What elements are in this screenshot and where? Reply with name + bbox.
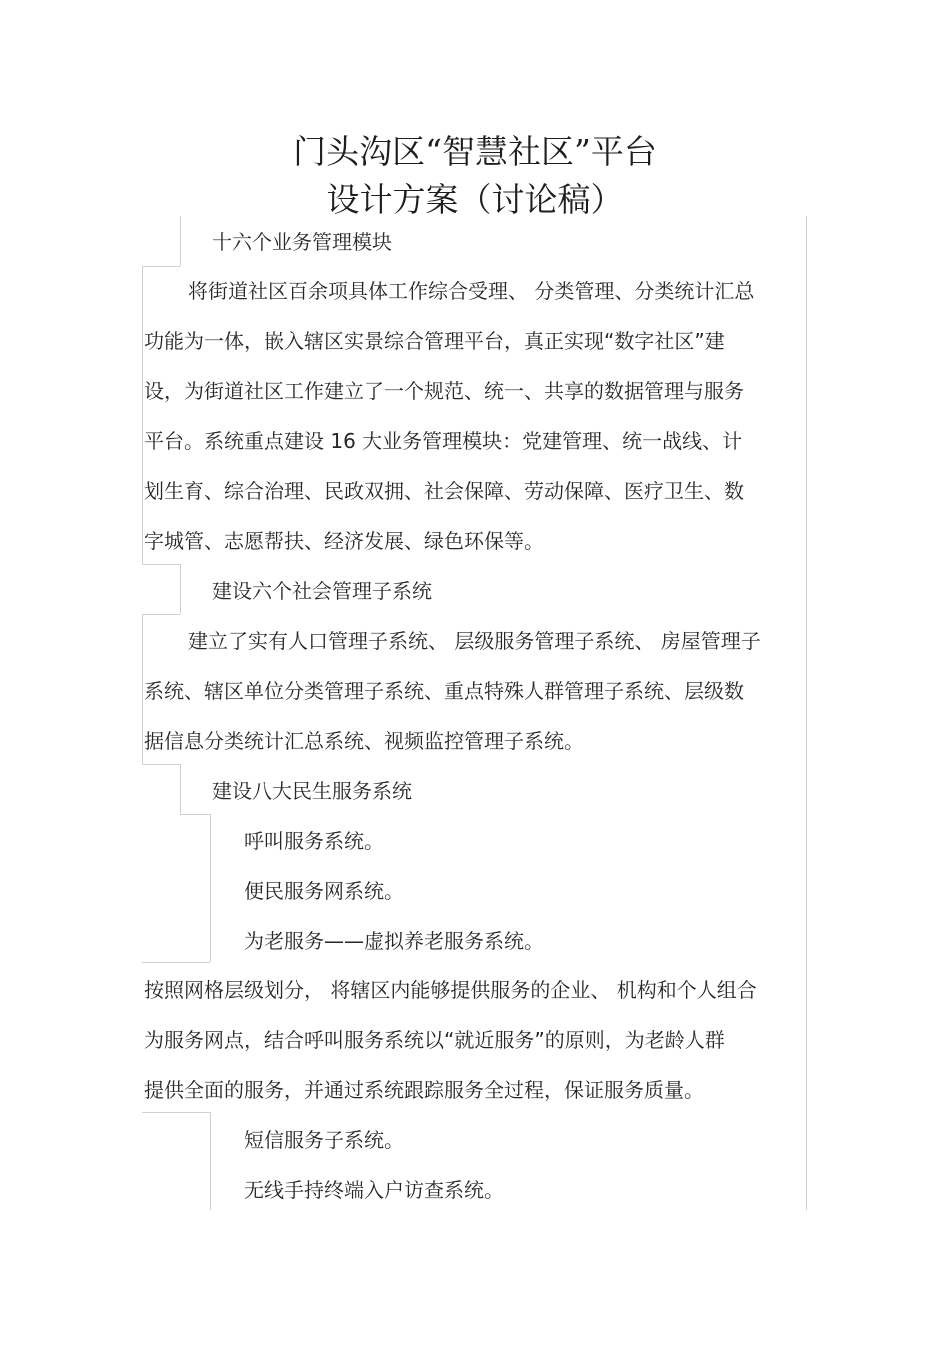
heading2-border-bottom — [142, 614, 180, 615]
section-3-item-4: 短信服务子系统。 — [244, 1128, 404, 1152]
heading3-border-bottom — [180, 814, 210, 815]
heading2-border-top — [142, 564, 180, 565]
items-border-left — [210, 814, 211, 962]
section-3-item-2: 便民服务网系统。 — [244, 879, 404, 903]
body2-border-left — [142, 614, 143, 764]
section-2-line-1: 建立了实有人口管理子系统、 层级服务管理子系统、 房屋管理子 — [188, 629, 761, 653]
section-1-line-3: 设，为街道社区工作建立了一个规范、统一、共享的数据管理与服务 — [144, 379, 744, 403]
document-title-line-1: 门头沟区“智慧社区”平台 — [293, 132, 657, 171]
section-3-item-5: 无线手持终端入户访查系统。 — [244, 1178, 504, 1202]
section-3-line-3: 提供全面的服务，并通过系统跟踪服务全过程，保证服务质量。 — [144, 1078, 704, 1102]
section-1-line-2: 功能为一体，嵌入辖区实景综合管理平台，真正实现“数字社区”建 — [144, 329, 725, 353]
right-border-rule — [806, 216, 807, 1210]
items-after-border-left — [210, 1112, 211, 1210]
heading3-border-top — [142, 764, 180, 765]
body1-border-left — [142, 266, 143, 564]
section-3-item-3: 为老服务——虚拟养老服务系统。 — [244, 929, 544, 953]
section-2-line-3: 据信息分类统计汇总系统、视频监控管理子系统。 — [144, 729, 584, 753]
heading1-border-left — [180, 216, 181, 266]
heading1-border-bottom — [142, 266, 180, 267]
section-2-line-2: 系统、辖区单位分类管理子系统、重点特殊人群管理子系统、层级数 — [144, 679, 744, 703]
document-title-line-2: 设计方案（讨论稿） — [326, 180, 624, 219]
section-1-line-1: 将街道社区百余项具体工作综合受理、 分类管理、分类统计汇总 — [188, 279, 755, 303]
section-1-line-5: 划生育、综合治理、民政双拥、社会保障、劳动保障、医疗卫生、数 — [144, 479, 744, 503]
section-3-line-1: 按照网格层级划分， 将辖区内能够提供服务的企业、 机构和个人组合 — [144, 978, 757, 1002]
section-1-line-6: 字城管、志愿帮扶、经济发展、绿色环保等。 — [144, 529, 544, 553]
section-1-heading: 十六个业务管理模块 — [212, 230, 392, 254]
section-3-item-1: 呼叫服务系统。 — [244, 829, 384, 853]
section-3-heading: 建设八大民生服务系统 — [212, 779, 412, 803]
heading3-border-left — [180, 764, 181, 814]
items-after-border-top — [142, 1112, 210, 1113]
section-1-line-4: 平台。系统重点建设 16 大业务管理模块：党建管理、统一战线、计 — [144, 429, 743, 453]
items-border-bottom — [142, 962, 210, 963]
section-2-heading: 建设六个社会管理子系统 — [212, 579, 432, 603]
section-3-line-2: 为服务网点，结合呼叫服务系统以“就近服务”的原则，为老龄人群 — [144, 1028, 725, 1052]
heading2-border-left — [180, 564, 181, 614]
